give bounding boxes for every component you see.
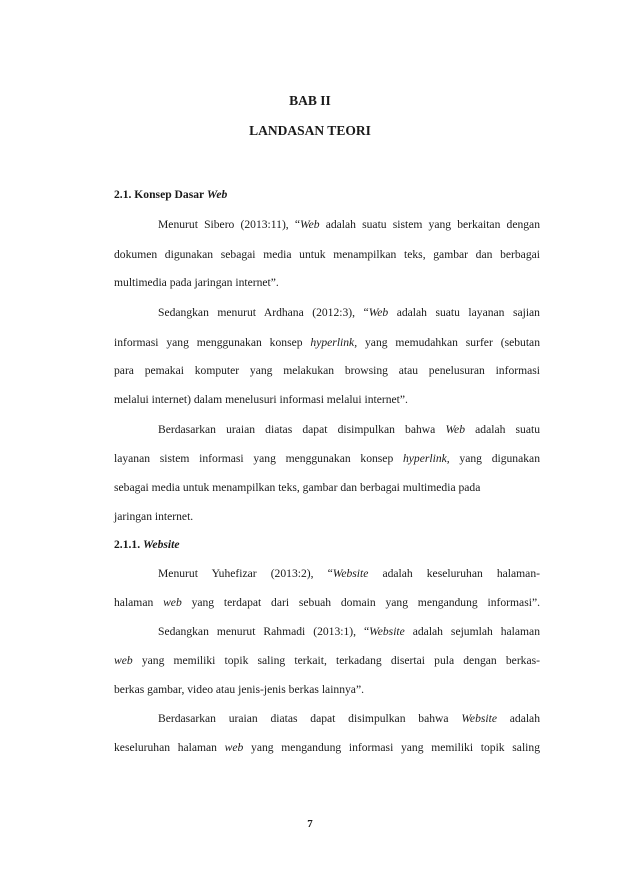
paragraph-line — [158, 712, 540, 726]
italic-term: web — [163, 596, 182, 609]
text-run: adalah sejumlah halaman — [404, 625, 541, 638]
page-number: 7 — [307, 818, 313, 830]
italic-term: Web — [300, 218, 320, 231]
paragraph-line — [114, 452, 540, 466]
paragraph-line — [158, 218, 540, 232]
paragraph-line: sebagai media untuk menampilkan teks, gambar dan berbagai multimedia pada — [114, 481, 481, 494]
text-run: keseluruhan halaman — [114, 741, 225, 754]
paragraph-line — [158, 625, 540, 639]
italic-term: Web — [368, 306, 389, 319]
italic-term: Website — [369, 625, 405, 638]
paragraph-line — [158, 423, 540, 437]
paragraph-line: jaringan internet. — [114, 510, 194, 523]
paragraph-line — [114, 654, 540, 668]
text-run: yang digunakan — [449, 452, 540, 465]
text-run: adalah — [496, 712, 541, 725]
section-heading-2-1-1 — [114, 538, 540, 552]
section-heading-term: Website — [142, 538, 180, 551]
text-run: halaman — [114, 596, 164, 609]
italic-term: web — [224, 741, 244, 754]
text-run: yang memiliki topik saling terkait, terkadang disertai pula dengan berkas- — [132, 654, 540, 667]
section-heading-text: 2.1.1. — [114, 538, 143, 551]
paragraph-line — [114, 741, 540, 755]
text-run: layanan sistem informasi yang menggunakan konsep — [114, 452, 403, 465]
text-run: adalah keseluruhan halaman- — [368, 567, 540, 580]
italic-term: hyperlink, — [310, 336, 358, 349]
text-run: yang mengandung informasi yang memiliki topik saling — [243, 741, 540, 754]
paragraph-line: melalui internet) dalam menelusuri informasi melalui internet”. — [114, 393, 408, 406]
paragraph-line — [158, 567, 540, 581]
paragraph-line: dokumen digunakan sebagai media untuk menampilkan teks, gambar dan berbagai — [114, 248, 540, 261]
text-run: adalah suatu sistem yang berkaitan dengan — [319, 218, 540, 231]
chapter-number: BAB II — [289, 93, 331, 108]
text-run: informasi yang menggunakan konsep — [114, 336, 311, 349]
section-heading-term: Web — [206, 188, 228, 201]
paragraph-line: berkas gambar, video atau jenis-jenis berkas lainnya”. — [114, 683, 364, 696]
paragraph-line: para pemakai komputer yang melakukan browsing atau penelusuran informasi — [114, 364, 540, 377]
text-run: Sedangkan menurut Ardhana (2012:3), “ — [158, 306, 369, 319]
text-run: Berdasarkan uraian diatas dapat disimpulkan bahwa — [158, 423, 446, 436]
text-run: Sedangkan menurut Rahmadi (2013:1), “ — [158, 625, 370, 638]
italic-term: web — [114, 654, 133, 667]
text-run: yang memudahkan surfer (sebutan — [357, 336, 540, 349]
section-heading-2-1 — [114, 188, 540, 202]
paragraph-line — [158, 306, 540, 320]
section-heading-text: 2.1. Konsep Dasar — [114, 188, 207, 201]
paragraph-line: multimedia pada jaringan internet”. — [114, 276, 279, 289]
paragraph-line — [114, 596, 540, 610]
italic-term: Website — [461, 712, 497, 725]
text-run: adalah suatu layanan sajian — [388, 306, 540, 319]
text-run: yang terdapat dari sebuah domain yang mengandung informasi”. — [181, 596, 540, 609]
paragraph-line — [114, 336, 540, 350]
italic-term: Website — [332, 567, 369, 580]
italic-term: Web — [445, 423, 465, 436]
text-run: adalah suatu — [465, 423, 540, 436]
text-run: Berdasarkan uraian diatas dapat disimpulkan bahwa — [158, 712, 462, 725]
italic-term: hyperlink, — [402, 452, 450, 465]
text-run: Menurut Sibero (2013:11), “ — [158, 218, 301, 231]
text-run: Menurut Yuhefizar (2013:2), “ — [158, 567, 333, 580]
chapter-title: LANDASAN TEORI — [249, 123, 371, 138]
